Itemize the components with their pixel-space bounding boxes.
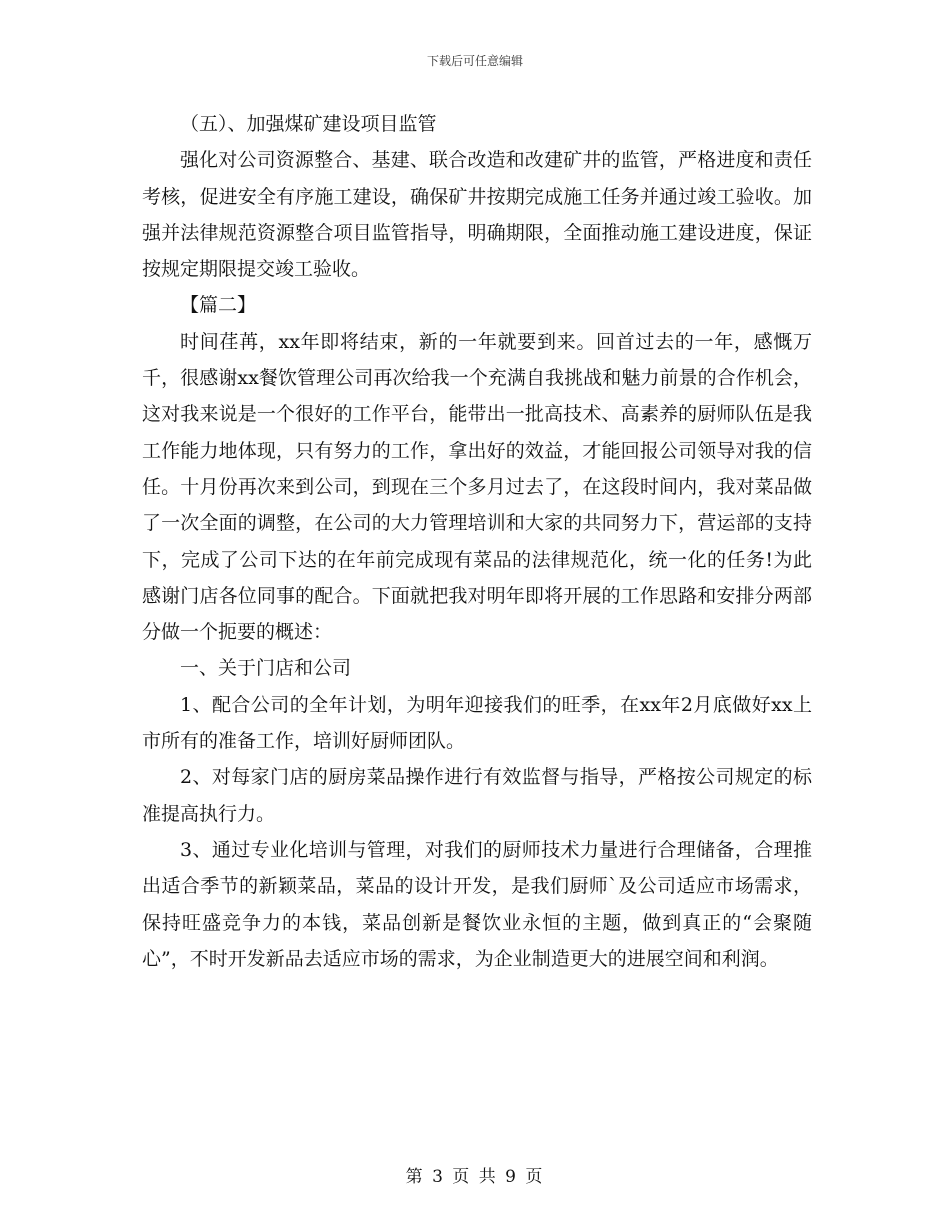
section-heading-stores-company: 一、关于门店和公司 bbox=[180, 657, 352, 680]
document-body bbox=[142, 106, 812, 977]
page-number: 第 3 页 共 9 页 bbox=[405, 1167, 545, 1187]
paragraph-year-review: 时间荏苒，xx年即将结束，新的一年就要到来。回首过去的一年，感慨万千，很感谢xx餐饮管理公司再次给我一个充满自我挑战和魅力前景的合作机会，这对我来说是一个很好的工作平台，能带出一批高技术、高素养的厨师队伍是我工作能力地体现，只有努力的工作，拿出好的效益，才能回报公司领导对我的信任。十月份再次来到公司，到现在三个多月过去了，在这段时间内，我对菜品做了一次全面的调整，在公司的大力管理培训和大家的共同努力下，营运部的支持下，完成了公司下达的在年前完成现有菜品的法律规范化，统一化的任务!为此感谢门店各位同事的配合。下面就把我对明年即将开展的工作思路和安排分两部分做一个扼要的概述： bbox=[142, 330, 812, 644]
paragraph-item-3: 3、通过专业化培训与管理，对我们的厨师技术力量进行合理储备，合理推出适合季节的新颖菜品，菜品的设计开发，是我们厨师`及公司适应市场需求，保持旺盛竞争力的本钱，菜品创新是餐饮业永恒的主题，做到真正的“会聚随心”，不时开发新品去适应市场的需求，为企业制造更大的进展空间和利润。 bbox=[142, 838, 812, 970]
section-heading-part-two: 【篇二】 bbox=[180, 294, 257, 317]
paragraph-item-1: 1、配合公司的全年计划，为明年迎接我们的旺季，在xx年2月底做好xx上市所有的准备工作，培训好厨师团队。 bbox=[142, 693, 812, 753]
page-header: 下载后可任意编辑 bbox=[426, 54, 523, 68]
section-heading-five: （五）、加强煤矿建设项目监管 bbox=[180, 113, 437, 135]
paragraph-supervision: 强化对公司资源整合、基建、联合改造和改建矿井的监管，严格进度和责任考核，促进安全有序施工建设，确保矿井按期完成施工任务并通过竣工验收。加强并法律规范资源整合项目监管指导，明确期限，全面推动施工建设进度，保证按规定期限提交竣工验收。 bbox=[142, 149, 812, 281]
paragraph-item-2: 2、对每家门店的厨房菜品操作进行有效监督与指导，严格按公司规定的标准提高执行力。 bbox=[142, 766, 812, 825]
